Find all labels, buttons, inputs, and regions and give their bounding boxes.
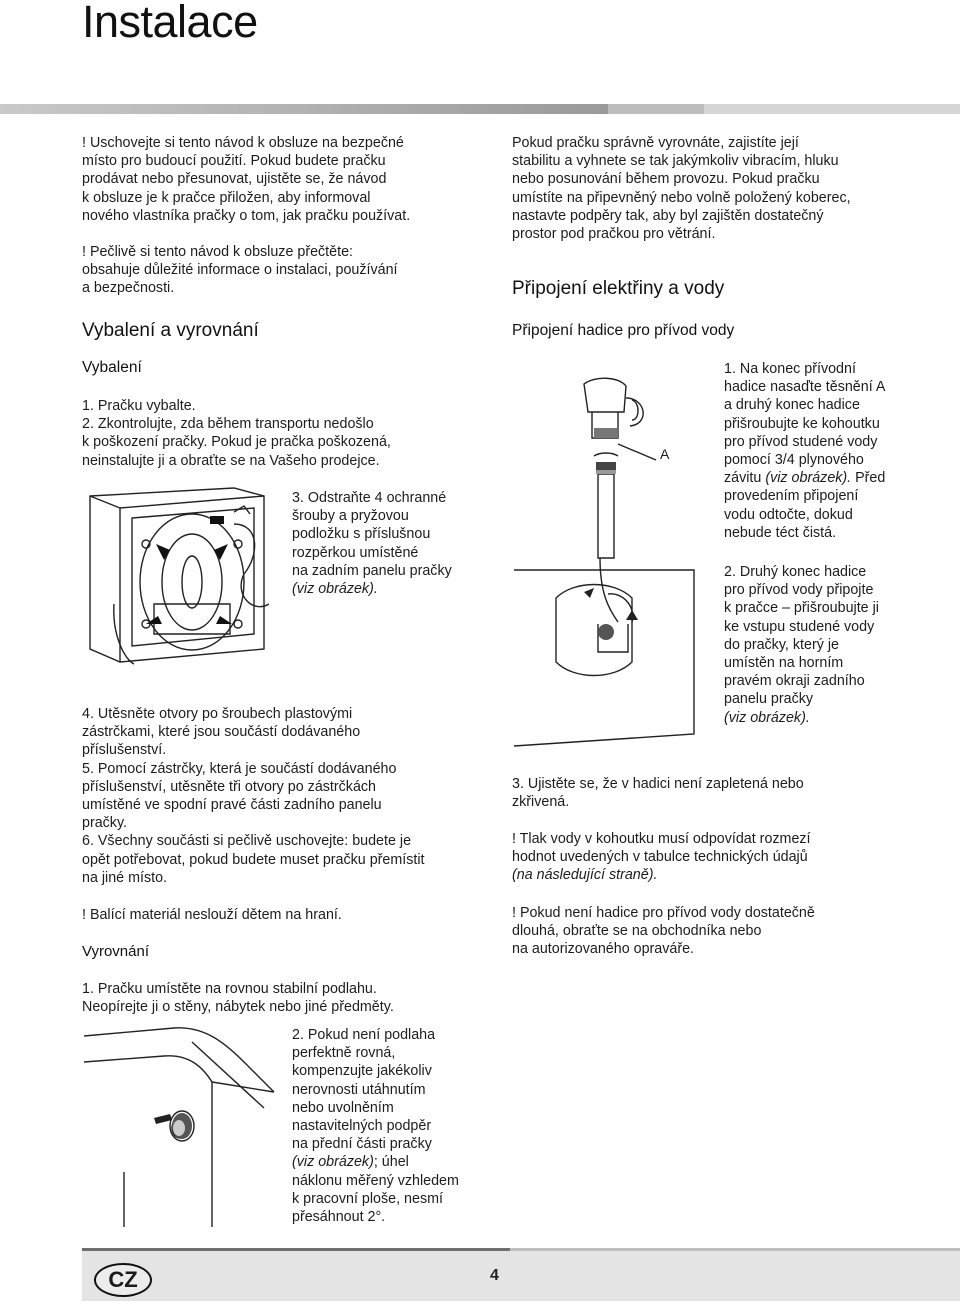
step3-text: 3. Odstraňte 4 ochranné šrouby a pryžovou podložku s příslušnou rozpěrkou umístěné na zadním panelu pračky (292, 490, 452, 579)
leveling-step1: 1. Pračku umístěte na rovnou stabilní podlahu. Neopírejte ji o stěny, nábytek nebo jiné předměty. (82, 981, 394, 1016)
page-number: 4 (490, 1267, 499, 1284)
hose-step3: 3. Ujistěte se, že v hadici není zapletená nebo zkřivená. (512, 776, 804, 811)
country-badge: CZ (94, 1263, 152, 1297)
header-bar (0, 104, 608, 114)
level2-text: 2. Pokud není podlaha perfektně rovná, kompenzujte jakékoliv nerovnosti utáhnutím nebo uvolněním nastavitelných podpěr na přední části pračky (292, 1027, 436, 1153)
unpacking-steps: 1. Pračku vybalte. 2. Zkontrolujte, zda během transportu nedošlo k poškození pračky. Pokud je pračka poškozená, neinstalujte ji a obraťte se na Vašeho prodejce. (82, 398, 391, 469)
leveling-summary: Pokud pračku správně vyrovnáte, zajistíte její stabilitu a vyhnete se tak jakýmkoliv vibracím, hluku nebo posunování během provozu. Pokud pračku umístíte na připevněný nebo volně položený koberec, nastavte podpěry tak, aby byl zajištěn dostatečný prostor pod pračkou pro větrání. (512, 135, 851, 243)
subheading-leveling: Vyrovnání (82, 943, 149, 960)
section-heading-unpack-level: Vybalení a vyrovnání (82, 320, 259, 341)
warning-pressure-ref: (na následující straně). (512, 867, 658, 884)
hose-step1 (724, 360, 934, 542)
warning-pressure-text: ! Tlak vody v kohoutku musí odpovídat rozmezí hodnot uvedených v tabulce technických údajů (512, 831, 811, 866)
step3-figure-ref: (viz obrázek). (292, 581, 378, 598)
warning-packaging: ! Balící materiál neslouží dětem na hraní. (82, 907, 342, 923)
hose-step1-ref: (viz obrázek). (765, 470, 852, 487)
adjustable-foot-illustration (84, 1022, 280, 1232)
seal-label-a: A (660, 446, 670, 462)
header-bar-right (704, 104, 960, 114)
warning-water-pressure (512, 830, 932, 885)
level2-figure-ref: (viz obrázek) (292, 1154, 374, 1171)
hose-step2-ref: (viz obrázek). (724, 709, 810, 726)
section-heading-connections: Připojení elektřiny a vody (512, 278, 725, 299)
washer-back-illustration (84, 484, 280, 674)
page-title: Instalace (82, 0, 258, 47)
hose-step1-rest: Před provedením připojení vodu odtočte, dokud nebude téct čistá. (724, 470, 886, 541)
header-bar-mid (608, 104, 704, 114)
step3-remove-screws (292, 489, 492, 598)
intro-note-keep: ! Uschovejte si tento návod k obsluze na bezpečné místo pro budoucí použití. Pokud budete pračku prodávat nebo přesunovat, ujistěte se, že návod k obsluze je k pračce přiložen, aby informoval nového vlastníka pračky o tom, jak pračku používat. (82, 135, 411, 224)
leveling-step2 (292, 1026, 492, 1226)
hose-step1-text: 1. Na konec přívodní hadice nasaďte těsnění A a druhý konec hadice přišroubujte ke kohoutku pro přívod studené vody pomocí 3/4 plynového závitu (724, 361, 886, 487)
subheading-water-hose: Připojení hadice pro přívod vody (512, 322, 735, 339)
water-hose-illustration (514, 362, 714, 762)
intro-note-read: ! Pečlivě si tento návod k obsluze přečtěte: obsahuje důležité informace o instalaci, používání a bezpečnosti. (82, 244, 398, 297)
warning-hose-length: ! Pokud není hadice pro přívod vody dostatečně dlouhá, obraťte se na obchodníka nebo na autorizovaného opraváře. (512, 905, 815, 958)
level2-rest: ; úhel náklonu měřený vzhledem k pracovní ploše, nesmí přesáhnout 2°. (292, 1154, 459, 1226)
steps-4-6: 4. Utěsněte otvory po šroubech plastovými zástrčkami, které jsou součástí dodávaného příslušenství. 5. Pomocí zástrčky, která je součástí dodávaného příslušenství, utěsněte tři otvory po zástrčkách umístěné ve spodní pravé části zadního panelu pračky. 6. Všechny součásti si pečlivě uschovejte: budete je opět potřebovat, pokud budete muset pračku přemístit na jiné místo. (82, 706, 425, 886)
subheading-unpacking: Vybalení (82, 359, 142, 376)
hose-step2-text: 2. Druhý konec hadice pro přívod vody připojte k pračce – přišroubujte ji ke vstupu studené vody do pračky, který je umístěn na horním pravém okraji zadního panelu pračky (724, 564, 879, 708)
hose-step2 (724, 563, 934, 727)
footer-band (82, 1251, 960, 1301)
